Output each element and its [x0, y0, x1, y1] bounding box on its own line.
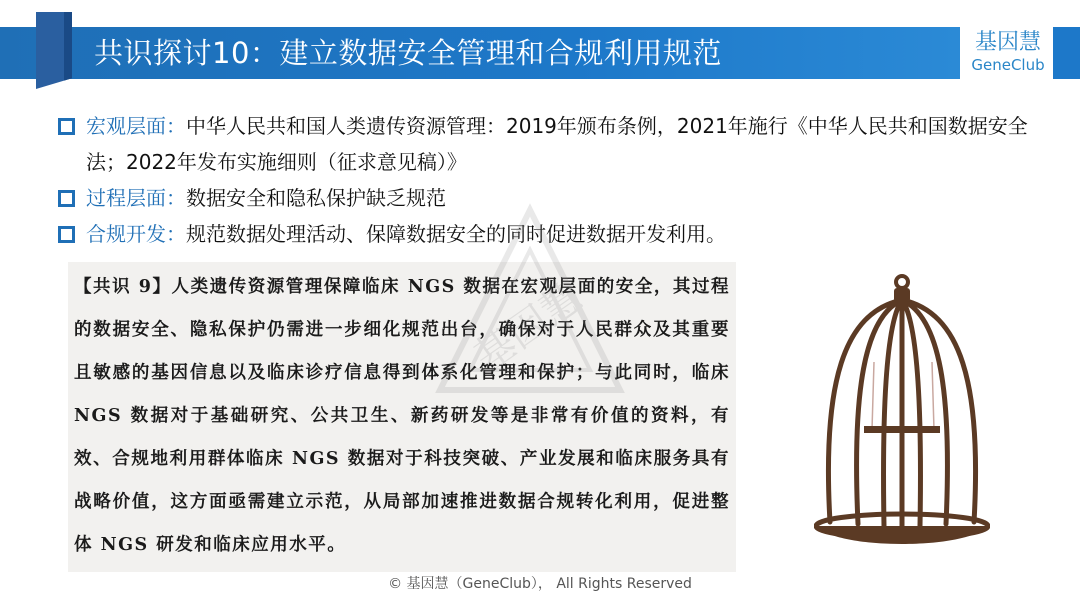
- bullet-text: 中华人民共和国人类遗传资源管理：2019年颁布条例，2021年施行《中华人民共和国数据安全法；2022年发布实施细则（征求意见稿）》: [86, 114, 1028, 174]
- cage-hook-icon: [896, 276, 908, 288]
- bullet-label: 合规开发：: [86, 222, 186, 246]
- bullet-text: 规范数据处理活动、保障数据安全的同时促进数据开发利用。: [186, 222, 726, 246]
- square-bullet-icon: [58, 226, 75, 243]
- footer-copyright: © 基因慧（GeneClub）， All Rights Reserved: [388, 576, 692, 592]
- bullet-text: 数据安全和隐私保护缺乏规范: [186, 186, 446, 210]
- excerpt-text: 【共识 9】人类遗传资源管理保障临床 NGS 数据在宏观层面的安全，其过程的数据安全、隐私保护仍需进一步细化规范出台，确保对于人民群众及其重要且敏感的基因信息以及临床诊疗信息得到体系化管理和保护；与此同时，临床 NGS 数据对于基础研究、公共卫生、新药研发等是非常有价值的资料，有效、合规地利用群体临床 NGS 数据对于科技突破、产业发展和临床服务具有战略价值，这方面亟需建立示范，从局部加速推进数据合规转化利用，促进整体 NGS 研发和临床应用水平。: [74, 277, 730, 555]
- page-title: 共识探讨10：建立数据安全管理和合规利用规范: [94, 36, 722, 70]
- brand-name-en: GeneClub: [971, 56, 1045, 74]
- square-bullet-icon: [58, 118, 75, 135]
- watermark-logo: [430, 200, 630, 400]
- brand-logo: [963, 27, 1053, 79]
- bullet-label: 过程层面：: [86, 186, 186, 210]
- bullet-item-macro: [56, 108, 1056, 180]
- header-right-edge: [1053, 27, 1080, 79]
- watermark-text: 基因慧: [465, 274, 591, 381]
- birdcage-illustration: [814, 272, 990, 556]
- square-bullet-icon: [58, 190, 75, 207]
- brand-name-cn: 基因慧: [974, 30, 1041, 55]
- header-tab-decoration: [36, 12, 72, 89]
- consensus-excerpt-image: [68, 262, 736, 572]
- bullet-label: 宏观层面：: [86, 114, 186, 138]
